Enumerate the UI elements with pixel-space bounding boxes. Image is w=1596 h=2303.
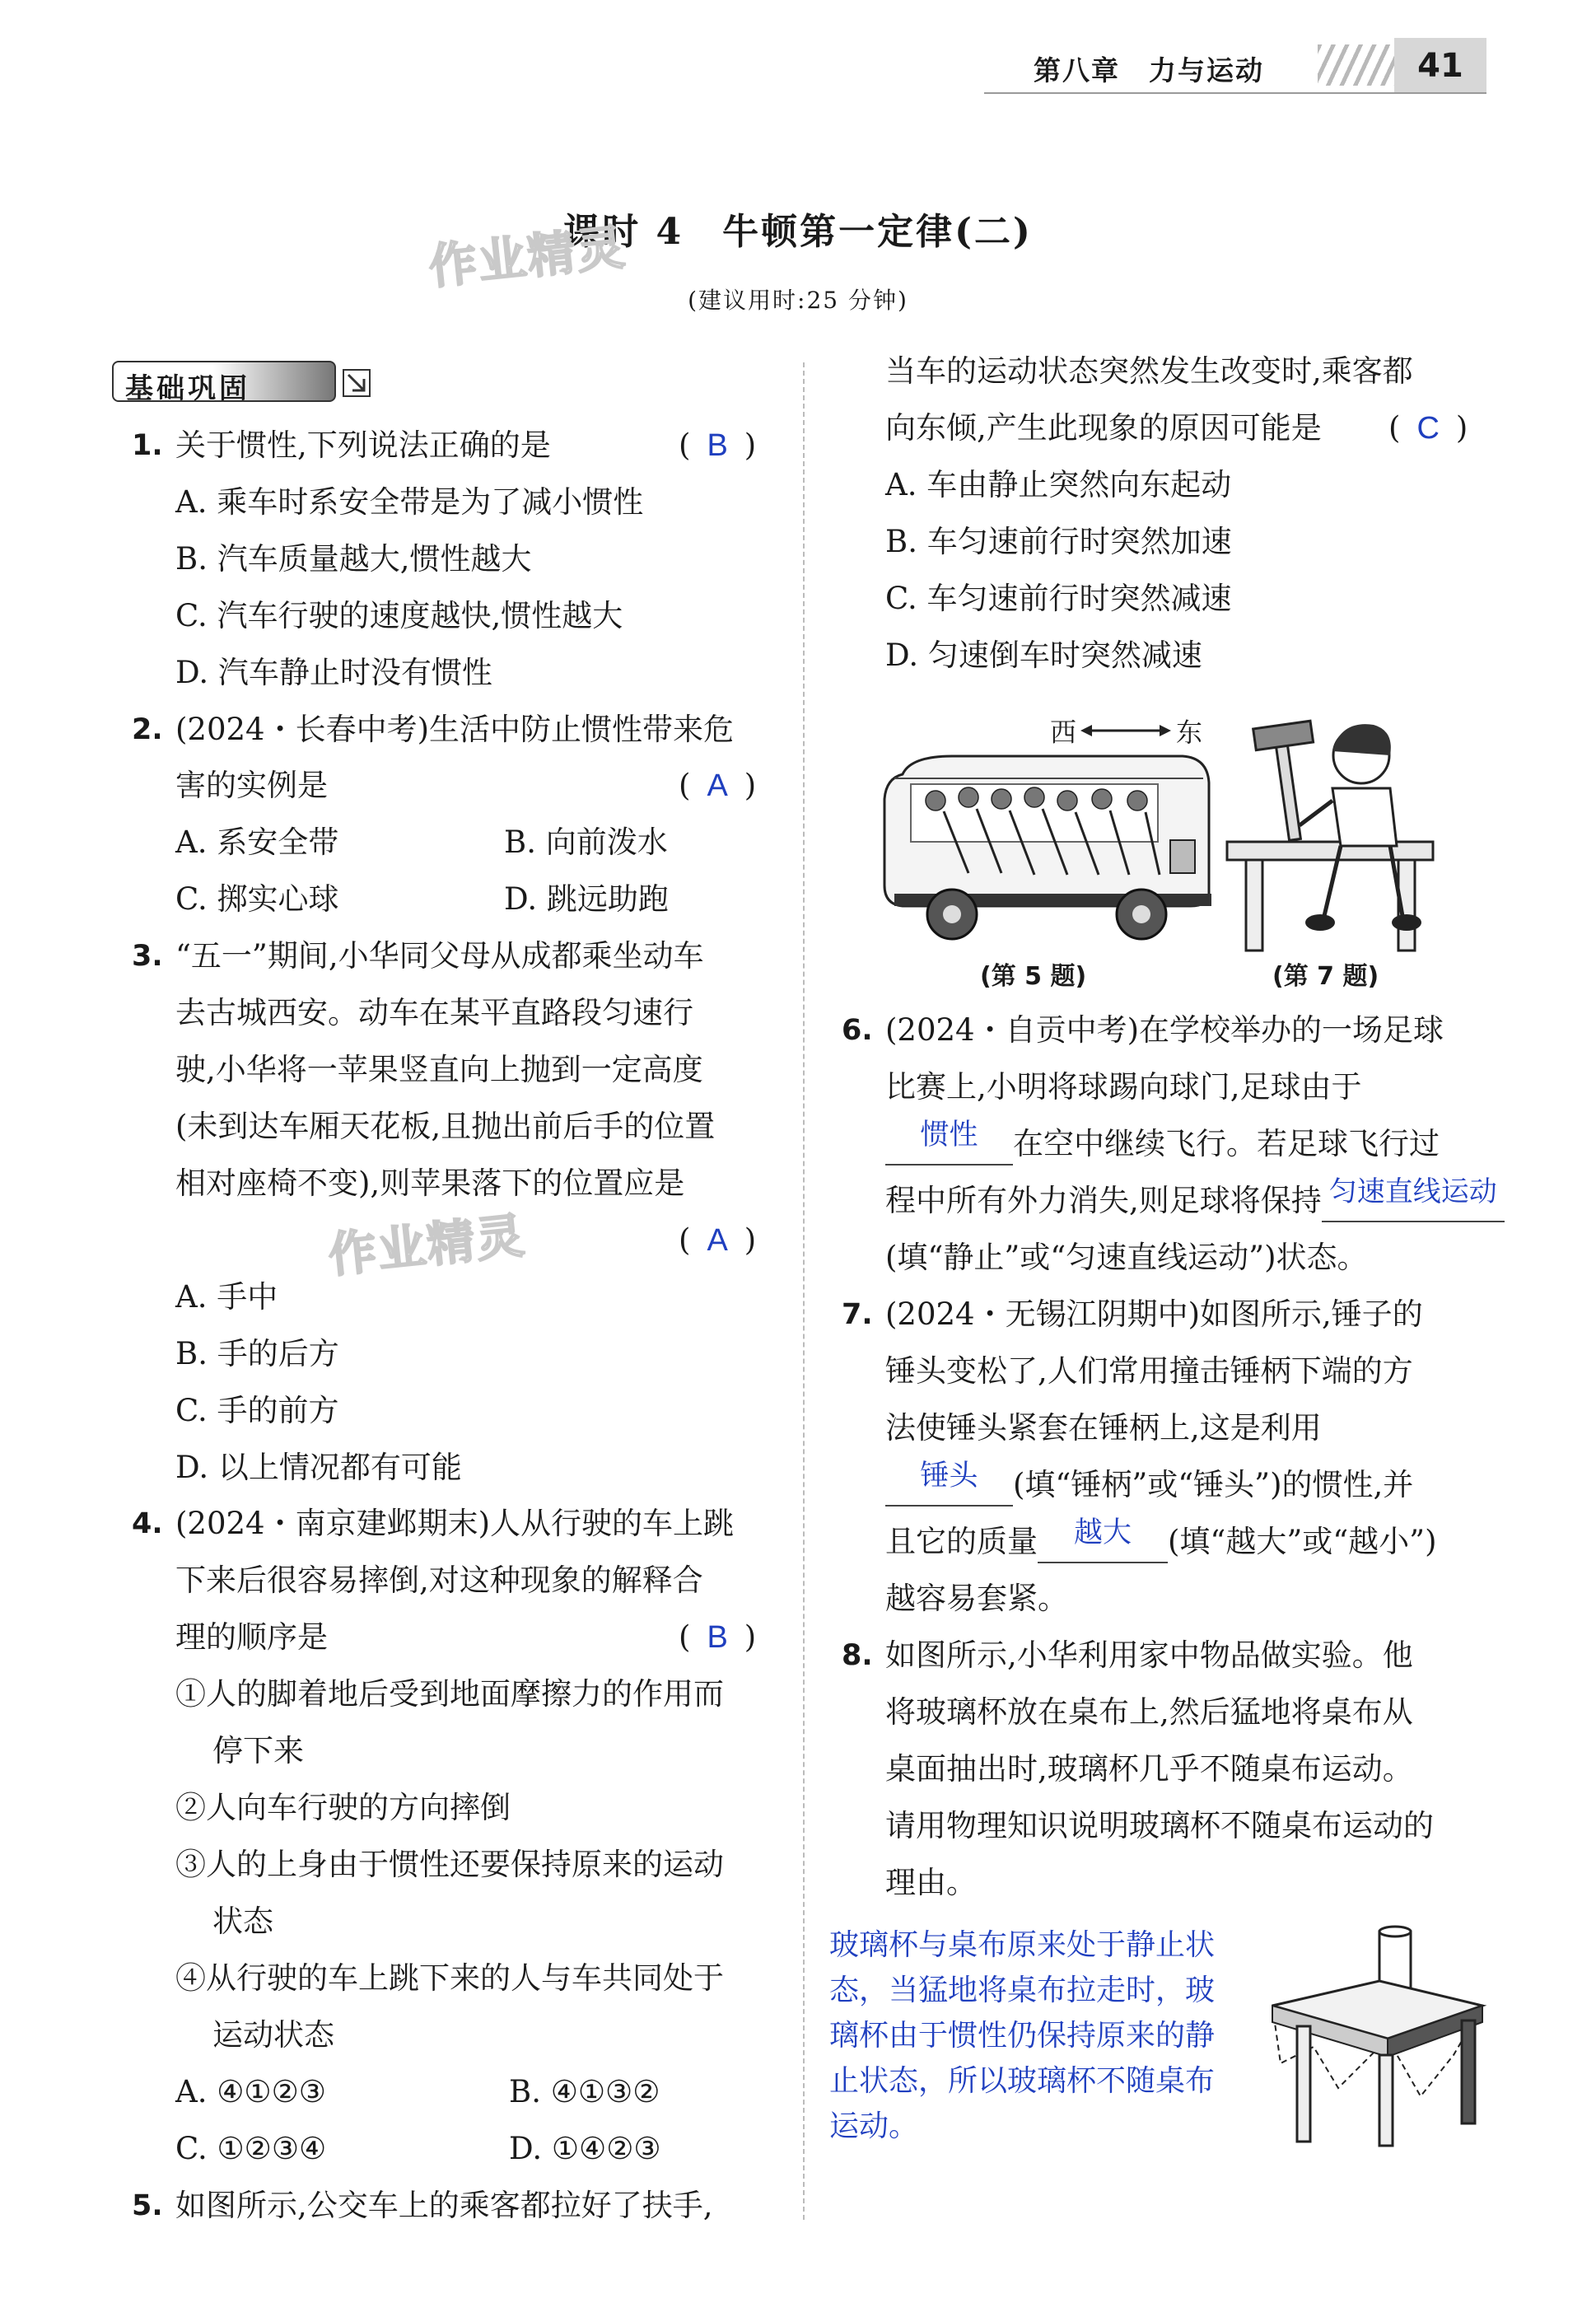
question-stem: 相对座椅不变),则苹果落下的位置应是 [175, 1166, 685, 1201]
option: A. 乘车时系安全带是为了减小惯性 [175, 484, 644, 520]
option: B. 车匀速前行时突然加速 [885, 524, 1232, 559]
question-number: 3. [132, 940, 163, 973]
question-line [885, 1119, 1440, 1166]
answer-bracket: ( C ) [1388, 410, 1468, 446]
statement-item: 状态 [212, 1904, 273, 1939]
question-number: 1. [132, 429, 163, 462]
option: A. 车由静止突然向东起动 [885, 467, 1232, 502]
question-stem: 请用物理知识说明玻璃杯不随桌布运动的 [885, 1808, 1434, 1843]
figure-caption: (第 5 题) [980, 962, 1087, 991]
hammer-illustration [1217, 710, 1440, 957]
fill-blank [885, 1119, 1013, 1166]
question-stem: (2024・自贡中考)在学校举办的一场足球 [885, 1012, 1444, 1048]
question-stem: 理的顺序是 [175, 1619, 328, 1655]
handwritten-answer-line: 玻璃杯与桌布原来处于静止状 [829, 1927, 1216, 1961]
option: C. 车匀速前行时突然减速 [885, 581, 1232, 616]
question-stem: 如图所示,小华利用家中物品做实验。他 [885, 1637, 1413, 1673]
handwritten-answer-line: 态，当猛地将桌布拉走时，玻 [829, 1973, 1216, 2006]
direction-arrow-icon [1080, 718, 1171, 743]
question-number: 2. [132, 713, 163, 746]
section-label: 基础巩固 [125, 372, 250, 405]
east-label: 东 [1176, 717, 1203, 748]
question-text: 在空中继续飞行。若足球飞行过 [1013, 1126, 1440, 1161]
question-stem: 锤头变松了,人们常用撞击锤柄下端的方 [885, 1353, 1413, 1389]
page-header [984, 38, 1486, 94]
question-number: 4. [132, 1507, 163, 1540]
question-number: 5. [132, 2189, 163, 2222]
lesson-title: 课时 4 牛顿第一定律(二) [563, 211, 1033, 253]
fill-blank [885, 1460, 1013, 1507]
option: D. 跳远助跑 [504, 881, 669, 917]
west-label: 西 [1050, 717, 1077, 748]
question-text: (填“锤柄”或“锤头”)的惯性,并 [1013, 1467, 1414, 1502]
question-stem: 关于惯性,下列说法正确的是 [175, 427, 551, 463]
question-stem: 法使锤头紧套在锤柄上,这是利用 [885, 1410, 1322, 1446]
question-stem: (2024・南京建邺期末)人从行驶的车上跳 [175, 1506, 735, 1541]
option: A. 手中 [175, 1279, 278, 1315]
question-number: 7. [842, 1298, 873, 1331]
blank-answer: 匀速直线运动 [1328, 1176, 1497, 1208]
option: C. 汽车行驶的速度越快,惯性越大 [175, 598, 623, 633]
question-stem: “五一”期间,小华同父母从成都乘坐动车 [175, 938, 704, 974]
question-number: 8. [842, 1639, 873, 1672]
answer-choice: A [707, 1223, 728, 1258]
chapter-title: 第八章 力与运动 [1034, 54, 1264, 86]
question-text: 且它的质量 [885, 1524, 1038, 1559]
column-divider [803, 362, 805, 2220]
option: A. ④①②③ [175, 2074, 326, 2109]
blank-answer: 越大 [1073, 1516, 1132, 1549]
question-stem: 下来后很容易摔倒,对这种现象的解释合 [175, 1563, 703, 1598]
question-stem: 理由。 [885, 1865, 977, 1900]
section-tag [112, 361, 336, 405]
option: D. 汽车静止时没有惯性 [175, 655, 492, 690]
question-text: 程中所有外力消失,则足球将保持 [885, 1183, 1322, 1218]
blank-answer: 锤头 [920, 1460, 978, 1492]
statement-item: ③人的上身由于惯性还要保持原来的运动 [175, 1847, 724, 1882]
question-stem: 如图所示,公交车上的乘客都拉好了扶手, [175, 2188, 713, 2223]
handwritten-answer-line: 运动。 [829, 2109, 919, 2142]
option: D. 以上情况都有可能 [175, 1450, 462, 1485]
option: C. ①②③④ [175, 2131, 327, 2166]
option: D. ①④②③ [509, 2131, 661, 2166]
answer-bracket: ( B ) [679, 427, 757, 463]
table-cloth-cup-illustration [1264, 1923, 1491, 2150]
question-stem: 桌面抽出时,玻璃杯几乎不随桌布运动。 [885, 1751, 1413, 1787]
option: D. 匀速倒车时突然减速 [885, 638, 1202, 673]
option: C. 掷实心球 [175, 881, 339, 917]
question-text: (填“越大”或“越小”) [1168, 1524, 1437, 1559]
question-line [885, 1176, 1505, 1222]
answer-bracket: ( A ) [679, 1222, 757, 1258]
blank-answer: 惯性 [920, 1119, 978, 1151]
watermark: 作业精灵 [426, 218, 629, 296]
question-stem: (2024・长春中考)生活中防止惯性带来危 [175, 712, 735, 747]
watermark: 作业精灵 [325, 1207, 529, 1284]
question-stem: 驶,小华将一苹果竖直向上抛到一定高度 [175, 1052, 703, 1087]
statement-item: ①人的脚着地后受到地面摩擦力的作用而 [175, 1676, 724, 1712]
question-stem: (未到达车厢天花板,且抛出前后手的位置 [175, 1109, 716, 1144]
question-stem: 将玻璃杯放在桌布上,然后猛地将桌布从 [885, 1694, 1413, 1730]
answer-choice: B [707, 1620, 728, 1655]
suggested-time: (建议用时:25 分钟) [688, 287, 908, 314]
question-stem: 害的实例是 [175, 768, 328, 803]
answer-bracket: ( B ) [679, 1619, 757, 1655]
question-stem: 向东倾,产生此现象的原因可能是 [885, 410, 1322, 446]
option: A. 系安全带 [175, 825, 339, 860]
question-stem: (填“静止”或“匀速直线运动”)状态。 [885, 1240, 1368, 1275]
bus-illustration [878, 750, 1216, 947]
option: B. 汽车质量越大,惯性越大 [175, 541, 532, 577]
header-rule [984, 92, 1486, 94]
answer-choice: C [1416, 411, 1440, 446]
option: B. 手的后方 [175, 1336, 339, 1371]
page-number: 41 [1394, 38, 1486, 94]
handwritten-answer-line: 止状态，所以玻璃杯不随桌布 [829, 2063, 1216, 2097]
statement-item: 运动状态 [212, 2017, 334, 2053]
statement-item: ②人向车行驶的方向摔倒 [175, 1790, 511, 1825]
question-stem: 去古城西安。动车在某平直路段匀速行 [175, 995, 693, 1030]
statement-item: 停下来 [212, 1733, 304, 1768]
option: B. ④①③② [509, 2074, 660, 2109]
statement-item: ④从行驶的车上跳下来的人与车共同处于 [175, 1960, 724, 1996]
question-number: 6. [842, 1014, 873, 1047]
question-stem: 越容易套紧。 [885, 1581, 1068, 1616]
handwritten-answer-line: 璃杯由于惯性仍保持原来的静 [829, 2018, 1216, 2052]
option: B. 向前泼水 [504, 825, 668, 860]
fill-blank [1322, 1176, 1505, 1222]
question-stem: 比赛上,小明将球踢向球门,足球由于 [885, 1069, 1362, 1105]
answer-choice: A [707, 768, 728, 803]
arrow-icon [343, 369, 371, 397]
figure-caption: (第 7 题) [1272, 962, 1379, 991]
fill-blank [1038, 1516, 1168, 1563]
option: C. 手的前方 [175, 1393, 339, 1428]
question-line [885, 1516, 1437, 1563]
answer-choice: B [707, 428, 728, 463]
question-stem: 当车的运动状态突然发生改变时,乘客都 [885, 353, 1413, 389]
answer-bracket: ( A ) [679, 768, 757, 803]
question-stem: (2024・无锡江阴期中)如图所示,锤子的 [885, 1296, 1423, 1332]
question-line [885, 1460, 1414, 1507]
